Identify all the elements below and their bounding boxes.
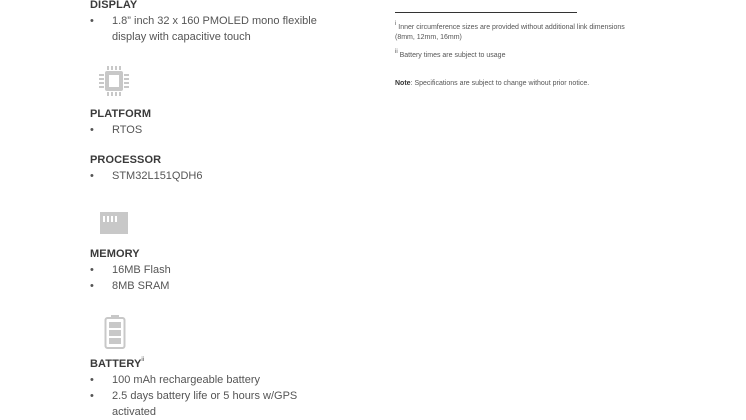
processor-heading: PROCESSOR xyxy=(90,154,162,166)
battery-item-text: 100 mAh rechargeable battery xyxy=(112,374,260,386)
footnote-i xyxy=(395,19,630,43)
platform-heading: PLATFORM xyxy=(90,108,152,120)
memory-item xyxy=(90,262,330,278)
memory-card-icon xyxy=(97,210,131,236)
processor-chip-icon xyxy=(97,66,131,96)
bullet: • xyxy=(90,124,94,136)
display-item xyxy=(90,13,330,45)
note-label: Note xyxy=(395,80,411,87)
footnote-ii xyxy=(395,47,630,61)
footnote-text: Battery times are subject to usage xyxy=(399,52,506,59)
note-text: : Specifications are subject to change without prior notice. xyxy=(410,80,590,87)
bullet: • xyxy=(90,264,94,276)
disclaimer-note xyxy=(395,80,645,87)
footnote-marker: ii xyxy=(395,49,398,55)
memory-item-text: 8MB SRAM xyxy=(112,280,170,292)
bullet: • xyxy=(90,15,94,27)
processor-item-text: STM32L151QDH6 xyxy=(112,170,203,182)
battery-icon xyxy=(104,315,126,349)
memory-item xyxy=(90,278,330,294)
memory-heading: MEMORY xyxy=(90,248,140,260)
battery-item-text: 2.5 days battery life or 5 hours w/GPS activated xyxy=(112,390,298,418)
footnote-text: Inner circumference sizes are provided without additional link dimensions (8mm, 12mm, 16mm) xyxy=(395,24,625,41)
bullet: • xyxy=(90,374,94,386)
battery-heading xyxy=(90,357,144,370)
bullet: • xyxy=(90,170,94,182)
platform-item-text: RTOS xyxy=(112,124,143,136)
battery-item xyxy=(90,372,330,388)
bullet: • xyxy=(90,280,94,292)
battery-footnote-ref: ii xyxy=(141,357,145,363)
footnote-divider xyxy=(395,12,577,13)
processor-item xyxy=(90,168,330,184)
display-heading: DISPLAY xyxy=(90,0,138,11)
battery-heading-text: BATTERY xyxy=(90,358,142,370)
footnote-marker: i xyxy=(395,21,397,27)
platform-item xyxy=(90,122,330,138)
battery-item xyxy=(90,388,330,420)
display-item-text: 1.8” inch 32 x 160 PMOLED mono flexible display with capacitive touch xyxy=(112,15,317,43)
memory-item-text: 16MB Flash xyxy=(112,264,171,276)
bullet: • xyxy=(90,390,94,402)
